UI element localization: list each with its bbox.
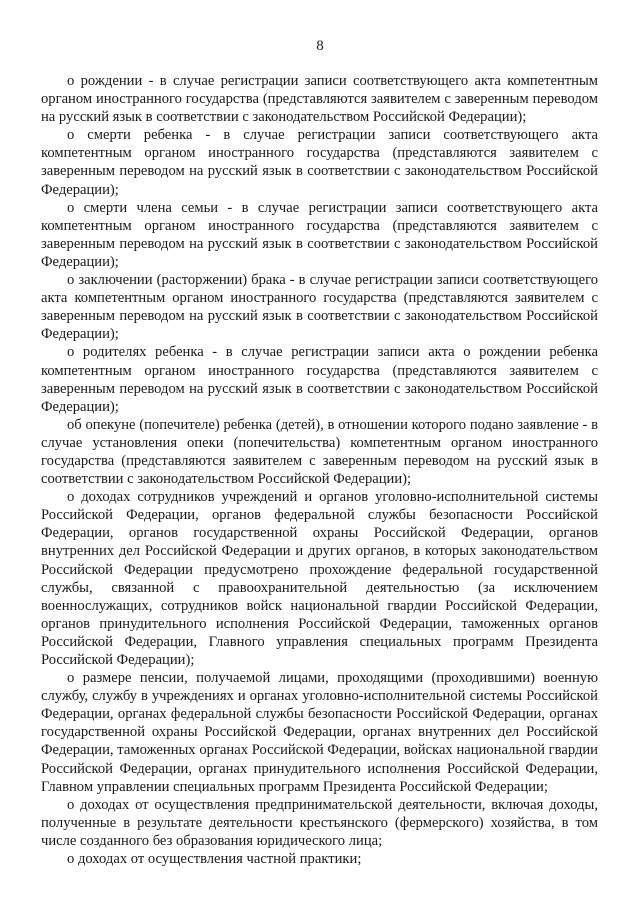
paragraph-child-death: о смерти ребенка - в случае регистрации записи соответствующего акта компетентным органом иностранного государства (представляются заявителем с заверенным переводом на русский язык в соответствии с законодательством Российской Федерации); [41, 127, 598, 198]
paragraph-guardian: об опекуне (попечителе) ребенка (детей), в отношении которого подано заявление - в случае установления опеки (попечительства) компетентным органом иностранного государства (представляются заявителем с заверенным переводом на русский язык в соответствии с законодательством Российской Федерации); [41, 416, 598, 488]
paragraph-marriage: о заключении (расторжении) брака - в случае регистрации записи соответствующего акта компетентным органом иностранного государства (представляются заявителем с заверенным переводом на русский язык в соответствии с законодательством Российской Федерации); [41, 272, 598, 343]
paragraph-child-parents: о родителях ребенка - в случае регистрации записи акта о рождении ребенка компетентным органом иностранного государства (представляются заявителем с заверенным переводом на русский язык в соответствии с законодательством Российской Федерации); [41, 344, 598, 415]
paragraph-employee-income: о доходах сотрудников учреждений и органов уголовно-исполнительной системы Российской Федерации, органов федеральной службы безопасности Российской Федерации, органов государственной охраны Российской Федерации, органов внутренних дел Российской Федерации и других органов, в которых законодательством Российской Федерации предусмотрено прохождение федеральной государственной службы, связанной с правоохранительной деятельностью (за исключением военнослужащих, сотрудников войск национальной гвардии Российской Федерации, органов принудительного исполнения Российской Федерации, таможенных органов Российской Федерации, Главного управления специальных программ Президента Российской Федерации); [41, 489, 598, 668]
paragraph-family-member-death: о смерти члена семьи - в случае регистрации записи соответствующего акта компетентным органом иностранного государства (представляются заявителем с заверенным переводом на русский язык в соответствии с законодательством Российской Федерации); [41, 199, 598, 270]
document-body [41, 72, 598, 868]
page-number: 8 [316, 38, 324, 54]
paragraph-birth: о рождении - в случае регистрации записи соответствующего акта компетентным органом иностранного государства (представляются заявителем с заверенным переводом на русский язык в соответствии с законодательством Российской Федерации); [41, 73, 598, 126]
paragraph-private-practice-income: о доходах от осуществления частной практики; [67, 851, 362, 868]
paragraph-pension-amount: о размере пенсии, получаемой лицами, проходящими (проходившими) военную службу, службу в учреждениях и органах уголовно-исполнительной системы Российской Федерации, органах федеральной службы безопасности Российской Федерации, органах государственной охраны Российской Федерации, органах внутренних дел Российской Федерации, таможенных органах Российской Федерации, войсках национальной гвардии Российской Федерации, органах принудительного исполнения Российской Федерации, Главном управлении специальных программ Президента Российской Федерации; [41, 670, 598, 795]
paragraph-business-income: о доходах от осуществления предпринимательской деятельности, включая доходы, полученные в результате деятельности крестьянского (фермерского) хозяйства, в том числе созданного без образования юридического лица; [41, 796, 598, 849]
